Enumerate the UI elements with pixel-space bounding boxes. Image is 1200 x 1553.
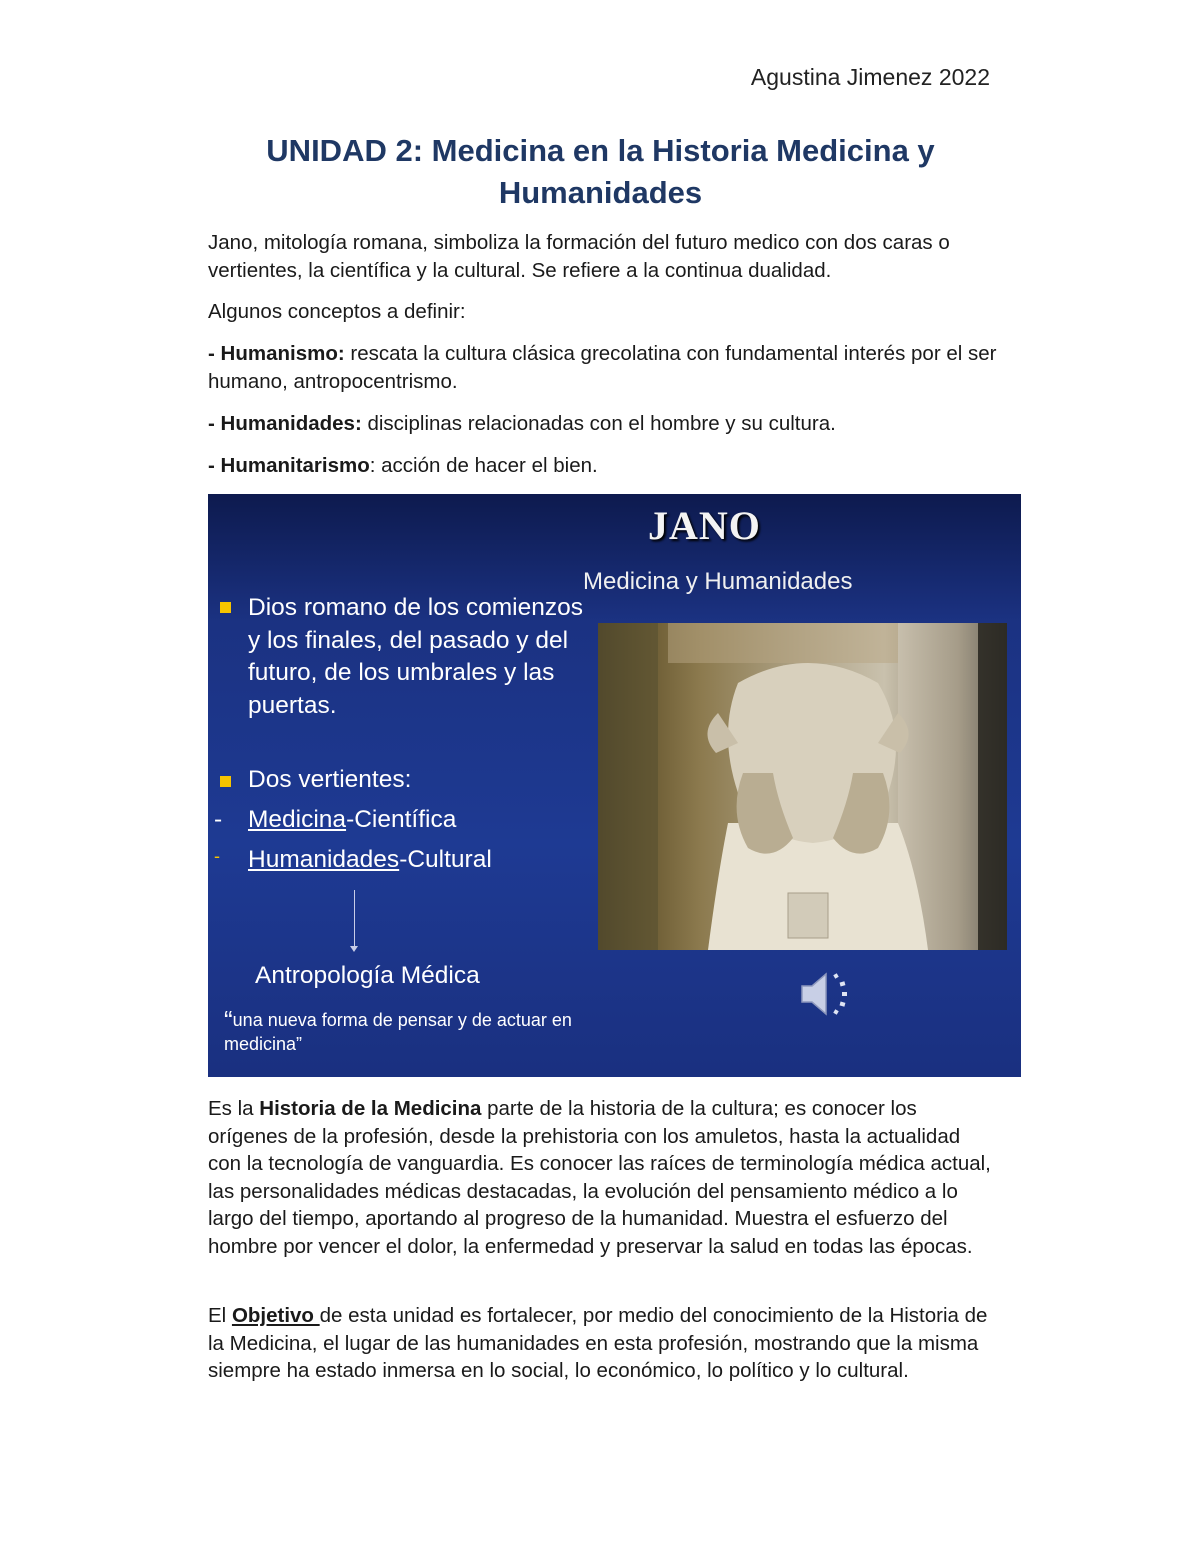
down-arrow-line: [354, 890, 355, 948]
humanidades-link[interactable]: Humanidades: [248, 846, 400, 873]
objetivo-paragraph: El Objetivo de esta unidad es fortalecer, por medio del conocimiento de la Historia de la Medicina, el lugar de las humanidades en esta profesión, mostrando que la misma siempre ha estado inmersa en lo social, lo económico, lo político y lo cultural.: [208, 1304, 988, 1382]
concepts-heading: Algunos conceptos a definir:: [208, 300, 466, 323]
document-title: UNIDAD 2: Medicina en la Historia Medicina y Humanidades: [266, 133, 935, 210]
slide-antropologia: Antropología Médica: [255, 962, 480, 989]
bullet-square-icon: [220, 602, 231, 613]
concept-humanitarismo: - Humanitarismo: acción de hacer el bien.: [208, 454, 598, 477]
term-humanitarismo: Humanitarismo: [220, 454, 370, 477]
dash-marker: -: [214, 846, 220, 866]
objetivo-underlined: Objetivo: [231, 1304, 320, 1327]
speaker-icon[interactable]: [798, 964, 858, 1024]
janus-bust-illustration: [598, 623, 1007, 950]
jano-slide: [208, 494, 1021, 1077]
historia-paragraph: Es la Historia de la Medicina parte de la historia de la cultura; es conocer los orígenes de la profesión, desde la prehistoria con los amuletos, hasta la actualidad con la tecnología de vanguardia. Es conocer las raíces de terminología médica actual, las personalidades médicas destacadas, la evolución del pensamiento médico a lo largo del tiempo, aportando al progreso de la humanidad. Muestra el esfuerzo del hombre por vencer el dolor, la enfermedad y preservar la salud en todas las épocas.: [208, 1097, 991, 1258]
slide-title: JANO: [648, 503, 761, 548]
author-header: Agustina Jimenez 2022: [750, 64, 990, 90]
slide-line-humanidades: Humanidades-Cultural: [248, 846, 492, 873]
historia-bold: Historia de la Medicina: [259, 1097, 482, 1120]
dash-marker: -: [214, 806, 223, 833]
concept-humanidades: - Humanidades: disciplinas relacionadas con el hombre y su cultura.: [208, 412, 836, 435]
medicina-link[interactable]: Medicina: [248, 806, 347, 833]
slide-bullet-vertientes: Dos vertientes:: [248, 766, 412, 793]
janus-bust-photo: [598, 623, 1007, 950]
concept-humanismo: - Humanismo: rescata la cultura clásica grecolatina con fundamental interés por el ser humano, antropocentrismo.: [208, 342, 997, 393]
down-arrow-icon: [350, 946, 358, 952]
slide-subtitle: Medicina y Humanidades: [583, 568, 853, 595]
intro-paragraph: Jano, mitología romana, simboliza la formación del futuro medico con dos caras o vertientes, la científica y la cultural. Se refiere a la continua dualidad.: [208, 231, 950, 282]
term-humanismo: Humanismo:: [220, 342, 345, 365]
bullet-square-icon: [220, 776, 231, 787]
term-humanidades: Humanidades:: [220, 412, 362, 435]
slide-line-medicina: Medicina-Científica: [248, 806, 457, 833]
slide-bullet-dios: Dios romano de los comienzos y los finales, del pasado y del futuro, de los umbrales y las puertas.: [248, 594, 583, 719]
slide-quote: “una nueva forma de pensar y de actuar en medicina”: [224, 1005, 572, 1054]
